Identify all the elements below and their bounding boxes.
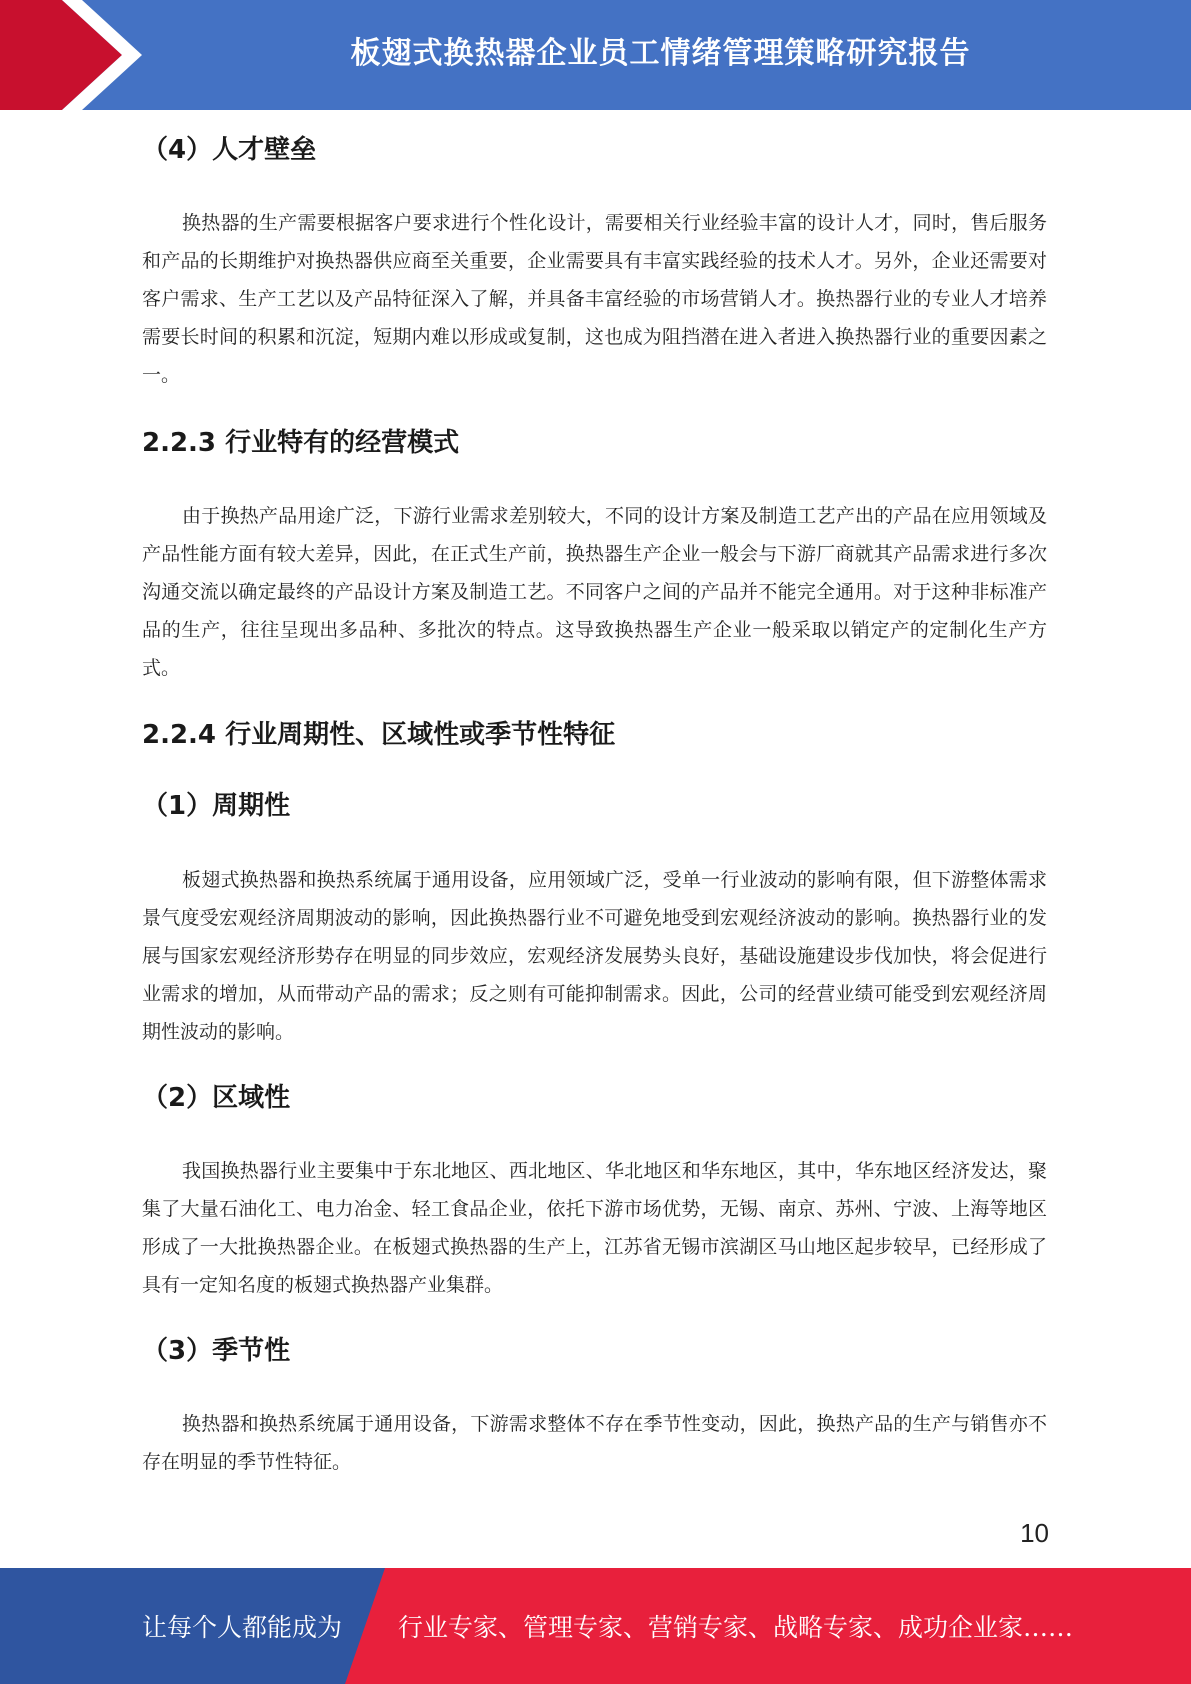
paragraph-cyclical: 板翅式换热器和换热系统属于通用设备，应用领域广泛，受单一行业波动的影响有限，但下游整体需求景气度受宏观经济周期波动的影响，因此换热器行业不可避免地受到宏观经济波动的影响。换热器行业的发展与国家宏观经济形势存在明显的同步效应，宏观经济发展势头良好，基础设施建设步伐加快，将会促进行业需求的增加，从而带动产品的需求；反之则有可能抑制需求。因此，公司的经营业绩可能受到宏观经济周期性波动的影响。 bbox=[142, 869, 1047, 1043]
footer-slogan-right: 行业专家、管理专家、营销专家、战略专家、成功企业家…… bbox=[398, 1613, 1074, 1642]
report-title: 板翅式换热器企业员工情绪管理策略研究报告 bbox=[350, 36, 971, 71]
heading-regional: （2）区域性 bbox=[142, 1083, 291, 1113]
heading-cyclical: （1）周期性 bbox=[142, 791, 291, 821]
header-chevron-decoration bbox=[0, 0, 160, 110]
paragraph-talent-barrier: 换热器的生产需要根据客户要求进行个性化设计，需要相关行业经验丰富的设计人才，同时，售后服务和产品的长期维护对换热器供应商至关重要，企业需要具有丰富实践经验的技术人才。另外，企业还需要对客户需求、生产工艺以及产品特征深入了解，并具备丰富经验的市场营销人才。换热器行业的专业人才培养需要长时间的积累和沉淀，短期内难以形成或复制，这也成为阻挡潜在进入者进入换热器行业的重要因素之一。 bbox=[142, 212, 1047, 386]
page-number: 10 bbox=[1020, 1518, 1049, 1548]
heading-seasonal: （3）季节性 bbox=[142, 1336, 291, 1366]
heading-talent-barrier: （4）人才壁垒 bbox=[142, 135, 317, 165]
paragraph-2-2-3: 由于换热产品用途广泛，下游行业需求差别较大，不同的设计方案及制造工艺产出的产品在应用领域及产品性能方面有较大差异，因此，在正式生产前，换热器生产企业一般会与下游厂商就其产品需求进行多次沟通交流以确定最终的产品设计方案及制造工艺。不同客户之间的产品并不能完全通用。对于这种非标准产品的生产，往往呈现出多品种、多批次的特点。这导致换热器生产企业一般采取以销定产的定制化生产方式。 bbox=[142, 505, 1047, 679]
page-footer bbox=[0, 1568, 1191, 1684]
heading-2-2-4: 2.2.4 行业周期性、区域性或季节性特征 bbox=[142, 720, 616, 750]
footer-slogan-left: 让每个人都能成为 bbox=[142, 1613, 343, 1642]
paragraph-seasonal: 换热器和换热系统属于通用设备，下游需求整体不存在季节性变动，因此，换热产品的生产与销售亦不存在明显的季节性特征。 bbox=[142, 1413, 1047, 1473]
heading-2-2-3: 2.2.3 行业特有的经营模式 bbox=[142, 428, 460, 458]
paragraph-regional: 我国换热器行业主要集中于东北地区、西北地区、华北地区和华东地区，其中，华东地区经济发达，聚集了大量石油化工、电力冶金、轻工食品企业，依托下游市场优势，无锡、南京、苏州、宁波、上海等地区形成了一大批换热器企业。在板翅式换热器的生产上，江苏省无锡市滨湖区马山地区起步较早，已经形成了具有一定知名度的板翅式换热器产业集群。 bbox=[142, 1160, 1047, 1296]
page-header bbox=[0, 0, 1191, 110]
